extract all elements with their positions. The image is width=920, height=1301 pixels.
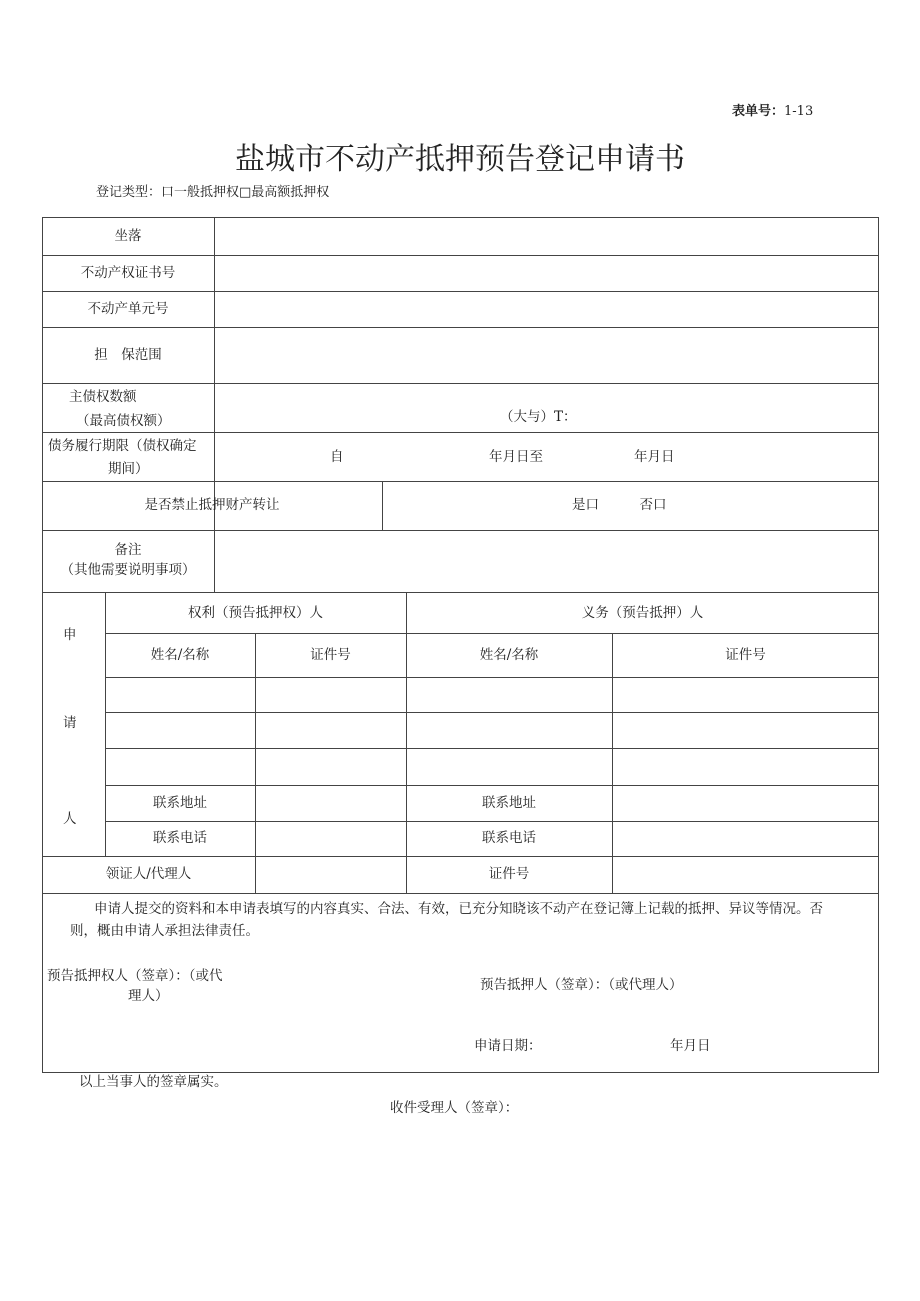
signature-confirmation: 以上当事人的签章属实。 (79, 1074, 228, 1090)
applicant-statement: 申请人提交的资料和本申请表填写的内容真实、合法、有效，已充分知晓该不动产在登记簿上记载的抵押、异议等情况。否则，概由申请人承担法律责任。 (70, 901, 823, 939)
mortgagee-signature-label[interactable]: 预告抵押权人（签章）：（或代 (47, 968, 223, 984)
term-mid[interactable]: 年月日至 (489, 449, 543, 465)
obligor-header: 义务（预告抵押）人 (581, 605, 704, 621)
obligor-phone-label: 联系电话 (482, 830, 536, 846)
form-number-label: 表单号： (732, 104, 785, 119)
right-holder-id-header: 证件号 (310, 647, 351, 663)
mortgagor-signature-label[interactable]: 预告抵押人（签章）：（或代理人） (480, 977, 683, 993)
term-label: 债务履行期限（债权确定 (48, 438, 197, 454)
obligor-address-label: 联系地址 (482, 795, 536, 811)
transfer-question: 是否禁止抵押财产转让 (144, 497, 280, 513)
registration-type[interactable]: 登记类型：口一般抵押权□最高额抵押权 (96, 185, 330, 200)
right-holder-header: 权利（预告抵押权）人 (188, 605, 323, 621)
amount-capital-field[interactable]: （大与）T： (500, 409, 577, 425)
unit-no-field[interactable] (215, 292, 878, 326)
remarks-label: 备注 (114, 542, 142, 558)
remarks-sublabel: （其他需要说明事项） (60, 562, 196, 578)
guarantee-scope-field[interactable] (215, 328, 878, 382)
agent-id-label: 证件号 (488, 866, 530, 882)
guarantee-scope-label: 担 保范围 (94, 347, 162, 363)
term-from[interactable]: 自 (330, 449, 344, 465)
obligor-id-header: 证件号 (725, 647, 766, 663)
applicant-row-1[interactable] (106, 678, 878, 711)
mortgagee-signature-sublabel: 理人） (128, 988, 169, 1004)
application-date-value[interactable]: 年月日 (670, 1038, 711, 1054)
right-holder-name-header: 姓名/名称 (150, 647, 210, 663)
applicant-side-char-3: 人 (63, 811, 77, 827)
agent-label: 领证人/代理人 (105, 866, 192, 882)
form-number-value: 1-13 (784, 104, 814, 119)
location-field[interactable] (215, 218, 878, 254)
term-end[interactable]: 年月日 (634, 449, 675, 465)
receiver-signature-label[interactable]: 收件受理人（签章）： (390, 1100, 519, 1116)
certificate-no-label: 不动产权证书号 (80, 265, 176, 281)
term-sublabel: 期间） (108, 461, 149, 477)
remarks-field[interactable] (215, 531, 878, 591)
certificate-no-field[interactable] (215, 256, 878, 290)
location-label: 坐落 (114, 228, 142, 244)
unit-no-label: 不动产单元号 (87, 301, 169, 317)
form-number (732, 100, 813, 119)
right-holder-address-label: 联系地址 (153, 795, 207, 811)
applicant-row-2[interactable] (106, 713, 878, 747)
principal-amount-sublabel: （最高债权额） (76, 413, 171, 429)
right-holder-phone-label: 联系电话 (153, 830, 207, 846)
applicant-side-char-2: 请 (63, 715, 77, 731)
obligor-name-header: 姓名/名称 (479, 647, 539, 663)
principal-amount-label: 主债权数额 (69, 389, 137, 405)
applicant-row-3[interactable] (106, 749, 878, 784)
transfer-options[interactable]: 是口 否口 (572, 497, 667, 513)
applicant-side-char-1: 申 (63, 627, 77, 643)
application-date-label: 申请日期： (474, 1038, 542, 1054)
page-title: 盐城市不动产抵押预告登记申请书 (235, 142, 685, 177)
